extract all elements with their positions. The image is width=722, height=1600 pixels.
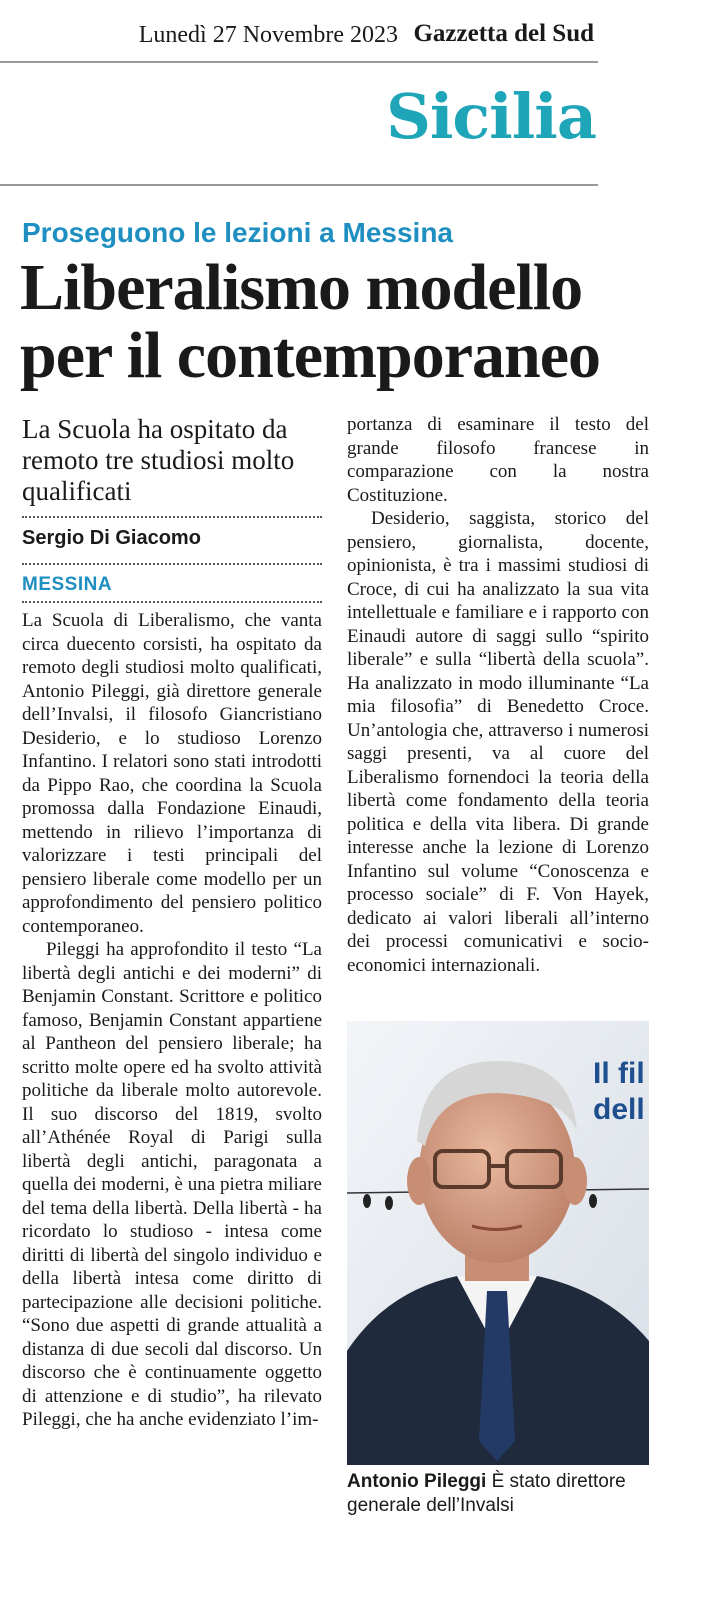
divider: [22, 601, 322, 603]
caption-name: Antonio Pileggi: [347, 1471, 487, 1492]
body-paragraph: Pileggi ha approfondito il testo “La libertà degli antichi e dei moderni” di Benjamin Constant. Scrittore e politico famoso, Benjamin Constant appartiene al Pantheon del pensiero liberale; ha scritto molte opere ed ha svolto attività politiche da liberale molto autorevole. Il suo discorso del 1819, svolto all’Athénée Royal di Parigi sulla libertà degli antichi, paragonata a quella dei moderni, è una pietra miliare del tema della libertà. Della libertà - ha ricordato lo studioso - intesa come diritti di libertà del singolo individuo e della libertà intesa come diritto di partecipazione alle decisioni politiche. “Sono due aspetti di grande attualità a distanza di due secoli dal discorso. Un discorso che è continuamente oggetto di attenzione e di studio”, ha rilevato Pileggi, che ha anche evidenziato l’im-: [22, 939, 322, 1430]
article-headline: [20, 251, 660, 392]
backdrop-text: Il fil: [593, 1057, 645, 1090]
body-paragraph: Desiderio, saggista, storico del pensiero, giornalista, docente, opinionista, è tra i massimi studiosi di Croce, di cui ha analizzato la sua vita intellettuale e familiare e i rapporto con Einaudi autore di saggi sullo “spirito liberale” e sulla “libertà della scuola”. Ha analizzato in modo illuminante “La mia filosofia” di Benedetto Croce. Un’antologia che, attraverso i numerosi saggi presenti, va al cuore del Liberalismo fornendoci la teoria della libertà come fondamento della teoria politica e della vita libera. Di grande interesse anche la lezione di Lorenzo Infantino sul volume “Conoscenza e processo sociale” di F. Von Hayek, dedicato ai valori liberali all’interno dei processi comunicativi e socio-economici internazionali.: [347, 508, 649, 976]
section-title: Sicilia: [386, 80, 596, 153]
article-subhead: La Scuola ha ospitato da remoto tre studiosi molto qualificati: [22, 414, 295, 506]
byline: Sergio Di Giacomo: [22, 527, 201, 549]
caption-text: È stato direttore generale dell’Invalsi: [347, 1471, 626, 1516]
headline-line: Liberalismo modello: [20, 251, 583, 324]
masthead-rule: [0, 61, 598, 63]
body-paragraph: La Scuola di Liberalismo, che vanta circa duecento corsisti, ha ospitato da remoto degli studiosi molto qualificati, Antonio Pileggi, già direttore generale dell’Invalsi, il filosofo Giancristiano Desiderio, e lo studioso Lorenzo Infantino. I relatori sono stati introdotti da Pippo Rao, che coordina la Scuola promossa dalla Fondazione Einaudi, mettendo in rilievo l’importanza di valorizzare i testi principali del pensiero liberale come modello per un approfondimento del pensiero politico contemporaneo.: [22, 610, 322, 937]
divider: [22, 563, 322, 565]
masthead: [0, 0, 598, 62]
dateline: MESSINA: [22, 574, 113, 595]
portrait-photo: [347, 1021, 649, 1465]
body-paragraph: portanza di esaminare il testo del grande filosofo francese in comparazione con la nostra Costituzione.: [347, 414, 649, 506]
article-column-right: [347, 413, 649, 977]
issue-date: Lunedì 27 Novembre 2023: [138, 22, 398, 48]
headline-line: per il contemporaneo: [20, 319, 601, 392]
article-kicker: Proseguono le lezioni a Messina: [22, 217, 453, 248]
photo-caption: [347, 1470, 667, 1518]
section-rule: [0, 184, 598, 186]
divider: [22, 516, 322, 518]
portrait-illustration: [347, 1021, 649, 1465]
article-column-left: [22, 609, 322, 1432]
newspaper-name: Gazzetta del Sud: [413, 20, 594, 47]
backdrop-text: dell: [593, 1093, 645, 1126]
